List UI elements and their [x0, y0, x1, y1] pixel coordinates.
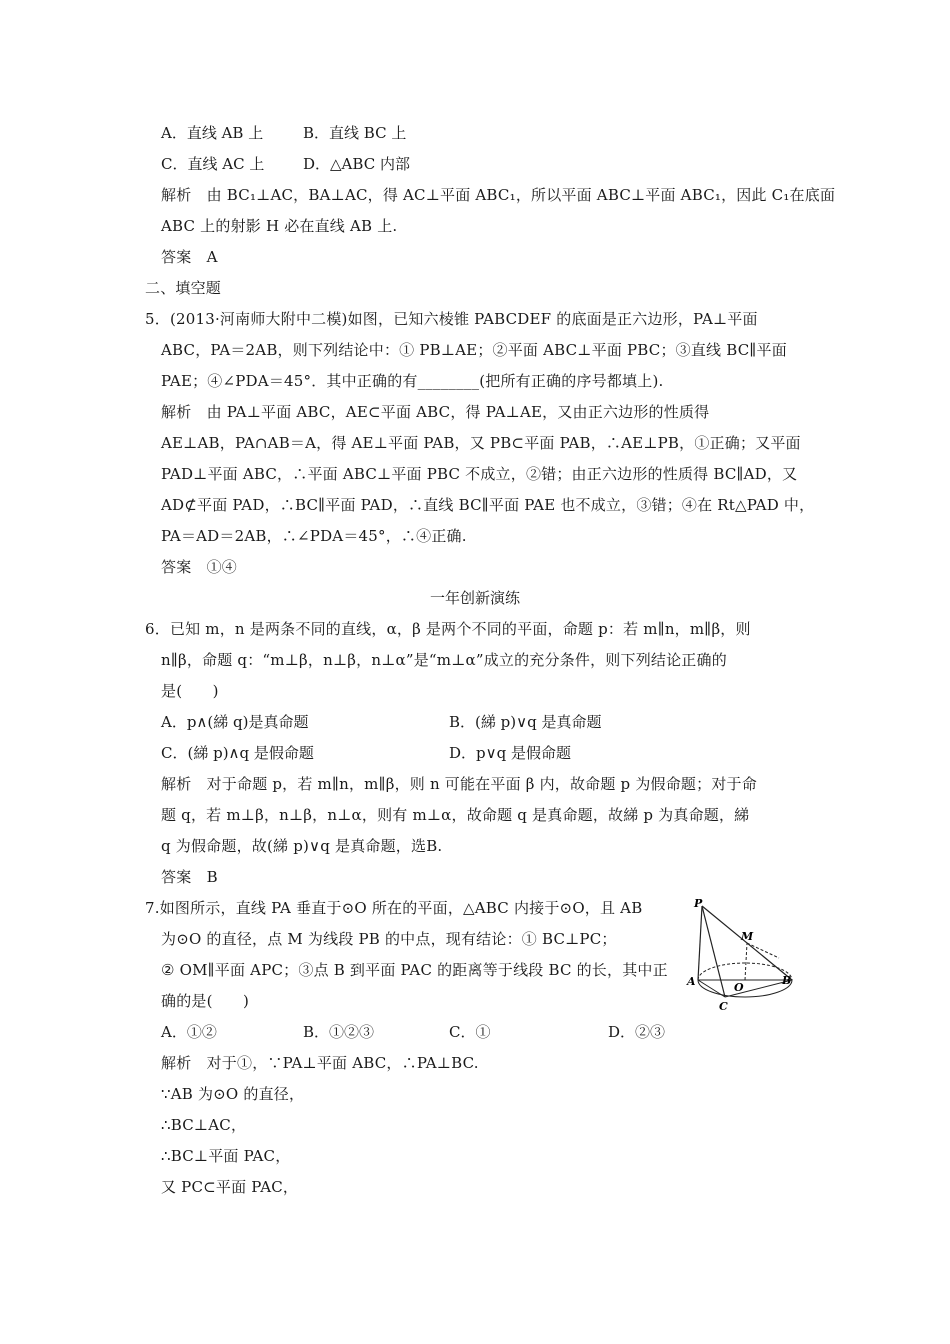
q5-answer: 答案 ①④ [161, 558, 238, 576]
q6-stem-line-1: 6．已知 m，n 是两条不同的直线，α，β 是两个不同的平面，命题 p：若 m∥n，m∥β，则 [145, 620, 751, 638]
q7-stem-line-1: 7.如图所示，直线 PA 垂直于⊙O 所在的平面，△ABC 内接于⊙O，且 AB [145, 899, 643, 917]
section-heading-fill-blank: 二、填空题 [145, 279, 222, 297]
q7-stem-line-3: ② OM∥平面 APC；③点 B 到平面 PAC 的距离等于线段 BC 的长，其中正 [161, 961, 668, 979]
q6-analysis-line-2: 题 q，若 m⊥β，n⊥β，n⊥α，则有 m⊥α，故命题 q 是真命题，故綈 p 为真命题，綈 [161, 806, 750, 824]
q7-option-c: C．① [449, 1023, 491, 1041]
label-m: M [741, 930, 754, 943]
q5-stem-line-3: PAE；④∠PDA＝45°．其中正确的有________(把所有正确的序号都填上). [161, 372, 664, 390]
q5-stem-line-1: 5．(2013·河南师大附中二模)如图，已知六棱锥 PABCDEF 的底面是正六边形，PA⊥平面 [145, 310, 758, 328]
q7-analysis-line-1: 解析 对于①，∵PA⊥平面 ABC，∴PA⊥BC. [161, 1054, 479, 1072]
q7-option-b: B．①②③ [303, 1023, 375, 1041]
edge-pa [698, 906, 702, 980]
q6-answer: 答案 B [161, 868, 218, 886]
q4-option-d: D．△ABC 内部 [303, 155, 410, 173]
q7-analysis-line-3: ∴BC⊥AC， [161, 1116, 247, 1134]
edge-pc [702, 906, 725, 997]
q7-stem-line-4: 确的是( ) [161, 992, 250, 1010]
label-a: A [687, 975, 696, 988]
q7-option-d: D．②③ [608, 1023, 666, 1041]
q7-stem-line-2: 为⊙O 的直径，点 M 为线段 PB 的中点，现有结论：① BC⊥PC； [161, 930, 617, 948]
section-heading-innovation: 一年创新演练 [429, 589, 520, 607]
q5-stem-line-2: ABC，PA＝2AB，则下列结论中：① PB⊥AE；②平面 ABC⊥平面 PBC；③直线 BC∥平面 [161, 341, 787, 359]
q6-option-d: D．p∨q 是假命题 [449, 744, 571, 762]
q7-cone-figure [684, 893, 794, 1018]
q6-stem-line-2: n∥β，命题 q：“m⊥β，n⊥β，n⊥α”是“m⊥α”成立的充分条件，则下列结论正确的 [161, 651, 727, 669]
q4-option-c: C．直线 AC 上 [161, 155, 265, 173]
q4-option-a: A．直线 AB 上 [161, 124, 264, 142]
q4-analysis-line-1: 解析 由 BC₁⊥AC，BA⊥AC，得 AC⊥平面 ABC₁，所以平面 ABC⊥平面 ABC₁，因此 C₁在底面 [161, 186, 836, 204]
q6-analysis-line-1: 解析 对于命题 p，若 m∥n，m∥β，则 n 可能在平面 β 内，故命题 p 为假命题；对于命 [161, 775, 757, 793]
q5-analysis-line-2: AE⊥AB，PA∩AB＝A，得 AE⊥平面 PAB，又 PB⊂平面 PAB，∴AE⊥PB，①正确；又平面 [161, 434, 801, 452]
q6-stem-line-3: 是( ) [161, 682, 219, 700]
q7-analysis-line-2: ∵AB 为⊙O 的直径， [161, 1085, 305, 1103]
q7-analysis-line-4: ∴BC⊥平面 PAC， [161, 1147, 291, 1165]
label-b: B [782, 974, 792, 987]
q5-analysis-line-5: PA＝AD＝2AB，∴∠PDA＝45°，∴④正确. [161, 527, 467, 545]
q4-analysis-line-2: ABC 上的射影 H 必在直线 AB 上. [161, 217, 398, 235]
q7-option-a: A．①② [161, 1023, 217, 1041]
q5-analysis-line-1: 解析 由 PA⊥平面 ABC，AE⊂平面 ABC，得 PA⊥AE，又由正六边形的性质得 [161, 403, 710, 421]
q4-option-b: B．直线 BC 上 [303, 124, 407, 142]
q6-analysis-line-3: q 为假命题，故(綈 p)∨q 是真命题，选B. [161, 837, 443, 855]
q4-answer: 答案 A [161, 248, 218, 266]
segment-om [745, 943, 747, 980]
label-c: C [719, 1000, 728, 1013]
q6-option-c: C．(綈 p)∧q 是假命题 [161, 744, 314, 762]
q6-option-a: A．p∧(綈 q)是真命题 [161, 713, 309, 731]
q5-analysis-line-4: AD⊄平面 PAD，∴BC∥平面 PAD，∴直线 BC∥平面 PAE 也不成立，③错；④在 Rt△PAD 中， [161, 496, 815, 514]
label-o: O [734, 981, 744, 994]
q7-analysis-line-5: 又 PC⊂平面 PAC， [161, 1178, 299, 1196]
q6-option-b: B．(綈 p)∨q 是真命题 [449, 713, 602, 731]
label-p: P [694, 897, 703, 910]
q5-analysis-line-3: PAD⊥平面 ABC，∴平面 ABC⊥平面 PBC 不成立，②错；由正六边形的性质得 BC∥AD，又 [161, 465, 798, 483]
